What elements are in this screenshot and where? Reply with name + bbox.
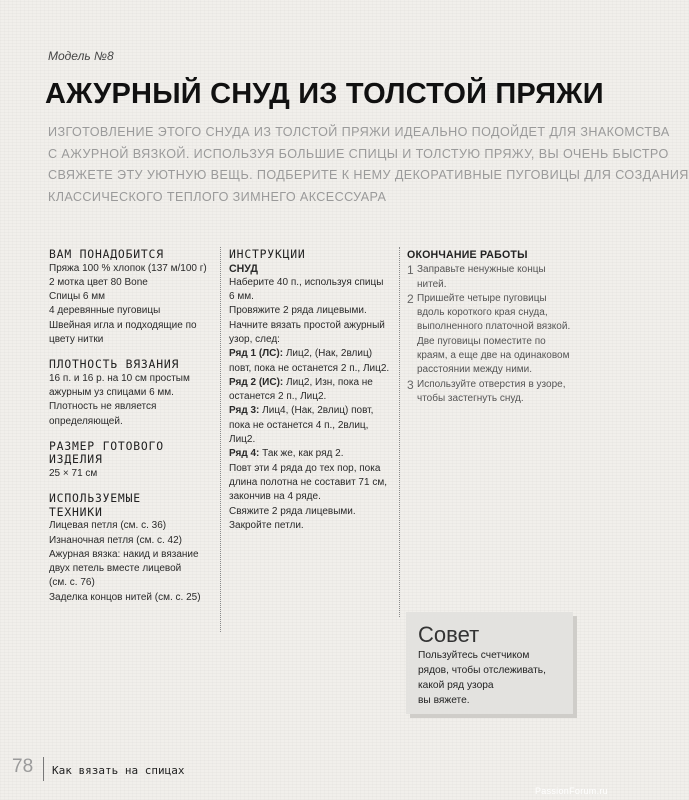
instruction-text: закончив на 4 ряде.: [229, 491, 321, 503]
instruction-text: длина полотна не составит 71 см,: [229, 476, 387, 488]
instruction-text: Провяжите 2 ряда лицевыми.: [229, 305, 367, 317]
instructions-column: [229, 248, 394, 533]
instructions-heading: ИНСТРУКЦИИ: [229, 247, 306, 261]
step-line: краям, а еще две на одинаковом: [417, 350, 570, 362]
instruction-text: Начните вязать простой ажурный: [229, 319, 385, 331]
size-heading: РАЗМЕР ГОТОВОГО: [49, 438, 164, 453]
step-line: чтобы застегнуть снуд.: [417, 392, 524, 404]
finishing-column: [407, 248, 575, 406]
step-line: выполненного платочной вязкой.: [417, 321, 571, 333]
intro-paragraph: [48, 122, 689, 208]
tip-line: какой ряд узора: [418, 680, 494, 691]
instruction-text: 6 мм.: [229, 291, 254, 303]
instruction-line: [229, 390, 394, 404]
needs-line: Спицы 6 мм: [49, 291, 106, 303]
step-number: 2: [407, 291, 414, 306]
needs-line: Швейная игла и подходящие по: [49, 319, 197, 331]
step-line: Две пуговицы поместите по: [417, 335, 546, 347]
instruction-line: [229, 376, 394, 390]
density-line: ажурным уз спицами 6 мм.: [49, 387, 174, 399]
instruction-line: [229, 476, 394, 490]
techniques-heading: ИСПОЛЬЗУЕМЫЕ: [49, 491, 141, 506]
technique-line: Лицевая петля (см. с. 36): [49, 520, 167, 532]
density-line: Плотность не является: [49, 401, 157, 413]
technique-line: Ажурная вязка: накид и вязание: [49, 548, 199, 560]
instruction-text: Лиц2.: [229, 434, 256, 446]
instruction-line: [229, 362, 394, 376]
size-section: [49, 440, 209, 481]
step-line: Заправьте ненужные концы: [417, 264, 546, 276]
row-label: Ряд 4:: [229, 448, 260, 460]
size-line: 25 × 71 см: [49, 467, 98, 479]
instruction-text: останется 2 п., Лиц2.: [229, 391, 327, 403]
instruction-line: [229, 290, 394, 304]
page-title: АЖУРНЫЙ СНУД ИЗ ТОЛСТОЙ ПРЯЖИ: [45, 78, 604, 110]
instruction-text: Закройте петли.: [229, 519, 304, 531]
instruction-line: [229, 304, 394, 318]
instruction-text: повт, пока не останется 2 п., Лиц2.: [229, 362, 390, 374]
instruction-line: [229, 519, 394, 533]
instruction-line: [229, 276, 394, 290]
column-divider: [220, 247, 221, 632]
finishing-step: [407, 378, 575, 407]
intro-line: ИЗГОТОВЛЕНИЕ ЭТОГО СНУДА ИЗ ТОЛСТОЙ ПРЯЖИ ИДЕАЛЬНО ПОДОЙДЕТ ДЛЯ ЗНАКОМСТВА: [48, 125, 670, 139]
tip-line: Пользуйтесь счетчиком: [418, 650, 530, 661]
density-section: [49, 358, 209, 429]
intro-line: С АЖУРНОЙ ВЯЗКОЙ. ИСПОЛЬЗУЯ БОЛЬШИЕ СПИЦЫ И ТОЛСТУЮ ПРЯЖУ, ВЫ ОЧЕНЬ БЫСТРО: [48, 146, 669, 161]
row-label: Ряд 3:: [229, 405, 260, 417]
page-number: 78: [12, 756, 34, 777]
technique-line: двух петель вместе лицевой: [49, 563, 182, 575]
watermark: PassionForum.ru: [534, 786, 608, 796]
instruction-text: Лиц2, Изн, пока не: [283, 376, 373, 388]
instruction-text: узор, след:: [229, 333, 280, 345]
finishing-step: [407, 263, 575, 292]
step-number: 1: [407, 263, 414, 278]
density-line: 16 п. и 16 р. на 10 см простым: [49, 372, 190, 384]
column-divider: [399, 247, 400, 617]
step-line: Пришейте четыре пуговицы: [417, 292, 547, 304]
density-line: определяющей.: [49, 415, 123, 427]
needs-line: 4 деревянные пуговицы: [49, 305, 161, 317]
instruction-text: Лиц4, (Нак, 2влиц) повт,: [259, 405, 374, 417]
instruction-line: [229, 462, 394, 476]
instruction-line: [229, 505, 394, 519]
step-line: нитей.: [417, 278, 447, 290]
intro-line: СВЯЖЕТЕ ЭТУ УЮТНУЮ ВЕЩЬ. ПОДБЕРИТЕ К НЕМУ ДЕКОРАТИВНЫЕ ПУГОВИЦЫ ДЛЯ СОЗДАНИЯ: [48, 168, 689, 182]
size-heading: ИЗДЕЛИЯ: [49, 452, 103, 467]
instruction-text: пока не останется 4 п., 2влиц,: [229, 419, 369, 431]
tip-line: рядов, чтобы отслеживать,: [418, 665, 546, 676]
needs-line: цвету нитки: [49, 333, 104, 345]
instruction-line: [229, 419, 394, 433]
technique-line: (см. с. 76): [49, 577, 95, 589]
needs-heading: ВАМ ПОНАДОБИТСЯ: [49, 247, 164, 261]
instruction-line: [229, 404, 394, 418]
technique-line: Заделка концов нитей (см. с. 25): [49, 591, 201, 603]
step-line: вдоль короткого края снуда,: [417, 307, 548, 319]
instruction-text: Свяжите 2 ряда лицевыми.: [229, 505, 356, 517]
step-line: Используйте отверстия в узоре,: [417, 378, 566, 390]
materials-column: [49, 248, 209, 616]
instruction-line: [229, 333, 394, 347]
finishing-steps: [407, 263, 575, 406]
technique-line: Изнаночная петля (см. с. 42): [49, 534, 183, 546]
footer-divider: [43, 757, 44, 781]
instruction-text: Лиц2, (Нак, 2влиц): [283, 348, 373, 360]
instruction-text: Наберите 40 п., используя спицы: [229, 276, 384, 288]
instructions-subheading: СНУД: [229, 262, 258, 275]
needs-section: [49, 248, 209, 347]
needs-line: 2 мотка цвет 80 Bone: [49, 276, 148, 288]
row-label: Ряд 2 (ИС):: [229, 376, 284, 388]
instruction-line: [229, 433, 394, 447]
instruction-line: [229, 319, 394, 333]
finishing-heading: ОКОНЧАНИЕ РАБОТЫ: [407, 249, 528, 261]
tip-line: вы вяжете.: [418, 695, 470, 706]
instruction-text: Так же, как ряд 2.: [259, 448, 344, 460]
row-label: Ряд 1 (ЛС):: [229, 348, 284, 360]
instruction-line: [229, 347, 394, 361]
density-heading: ПЛОТНОСТЬ ВЯЗАНИЯ: [49, 357, 180, 372]
book-title: Как вязать на спицах: [52, 764, 185, 777]
instruction-line: [229, 447, 394, 461]
step-line: расстоянии между ними.: [417, 364, 533, 376]
tip-text: [418, 648, 568, 708]
techniques-heading: ТЕХНИКИ: [49, 504, 103, 519]
tip-title: Совет: [418, 622, 480, 647]
intro-line: КЛАССИЧЕСКОГО ТЕПЛОГО ЗИМНЕГО АКСЕССУАРА: [48, 189, 387, 204]
step-number: 3: [407, 377, 414, 392]
model-label: Модель №8: [48, 49, 114, 63]
techniques-section: [49, 492, 209, 605]
instruction-line: [229, 490, 394, 504]
instruction-text: Повт эти 4 ряда до тех пор, пока: [229, 462, 381, 474]
instructions-lines: [229, 276, 394, 533]
finishing-step: [407, 292, 575, 378]
needs-line: Пряжа 100 % хлопок (137 м/100 г): [49, 262, 207, 274]
